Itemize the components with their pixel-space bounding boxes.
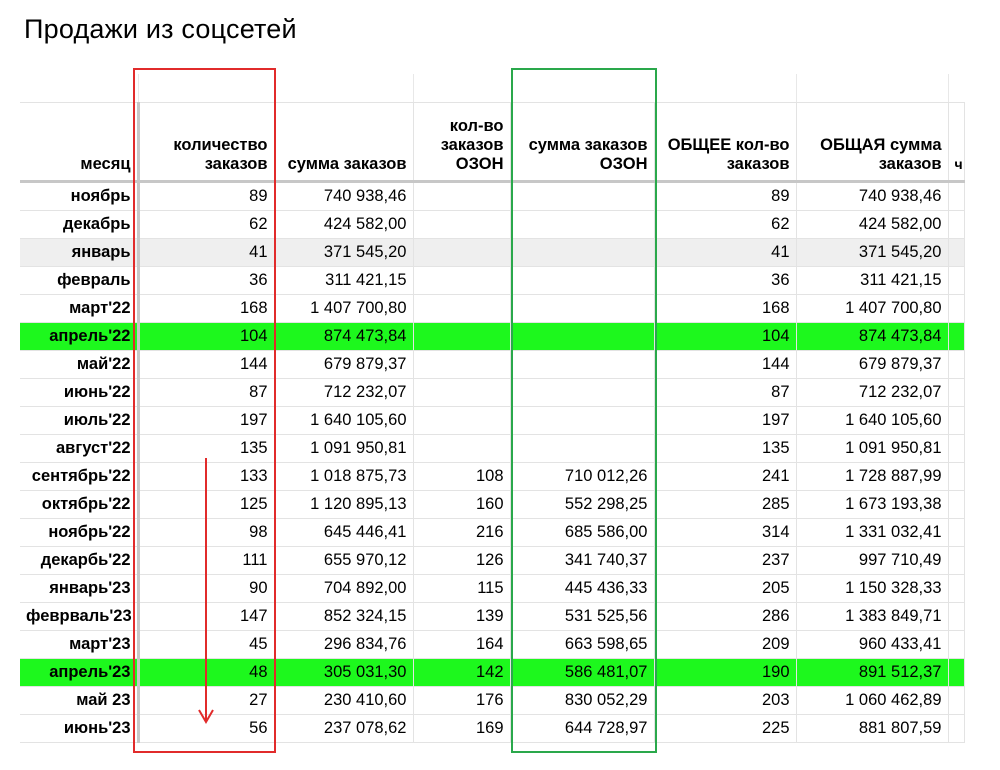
cell-qty[interactable]: 144 [138,351,274,379]
cell-truncated[interactable] [948,435,964,463]
cell-truncated[interactable] [948,631,964,659]
cell-truncated[interactable] [948,182,964,211]
cell-month[interactable]: май'22 [20,351,138,379]
cell-truncated[interactable] [948,687,964,715]
cell-total-sum[interactable]: 891 512,37 [796,659,948,687]
cell-total-qty[interactable]: 314 [654,519,796,547]
cell-truncated[interactable] [948,351,964,379]
cell-ozon-qty[interactable] [413,435,510,463]
cell-ozon-qty[interactable] [413,407,510,435]
cell-total-qty[interactable]: 237 [654,547,796,575]
cell-month[interactable]: декарбь'22 [20,547,138,575]
cell-month[interactable]: июнь'23 [20,715,138,743]
cell-month[interactable]: март'22 [20,295,138,323]
cell-ozon-sum[interactable]: 445 436,33 [510,575,654,603]
cell-truncated[interactable] [948,323,964,351]
cell-total-qty[interactable]: 205 [654,575,796,603]
cell-total-sum[interactable]: 1 091 950,81 [796,435,948,463]
cell-month[interactable]: октябрь'22 [20,491,138,519]
cell-ozon-sum[interactable]: 710 012,26 [510,463,654,491]
cell-month[interactable]: сентябрь'22 [20,463,138,491]
arrow-down-icon [196,458,216,730]
cell-truncated[interactable] [948,715,964,743]
cell-qty[interactable]: 111 [138,547,274,575]
cell-truncated[interactable] [948,491,964,519]
cell-qty[interactable]: 168 [138,295,274,323]
cell-total-sum[interactable]: 1 407 700,80 [796,295,948,323]
cell-month[interactable]: январь [20,239,138,267]
cell-total-sum[interactable]: 1 728 887,99 [796,463,948,491]
cell-qty[interactable]: 36 [138,267,274,295]
cell-total-sum[interactable]: 371 545,20 [796,239,948,267]
cell-truncated[interactable] [948,239,964,267]
header-ozon-sum[interactable]: сумма заказов ОЗОН [510,102,654,182]
cell-total-qty[interactable]: 87 [654,379,796,407]
cell-sum[interactable]: 296 834,76 [274,631,413,659]
cell-ozon-qty[interactable]: 160 [413,491,510,519]
cell-qty[interactable]: 89 [138,182,274,211]
header-truncated[interactable]: ч [948,102,964,182]
cell-total-sum[interactable]: 311 421,15 [796,267,948,295]
cell-sum[interactable]: 852 324,15 [274,603,413,631]
cell-total-qty[interactable]: 286 [654,603,796,631]
header-sum[interactable]: сумма заказов [274,102,413,182]
cell-ozon-sum[interactable]: 830 052,29 [510,687,654,715]
cell-sum[interactable]: 1 640 105,60 [274,407,413,435]
cell-ozon-qty[interactable] [413,323,510,351]
cell-month[interactable]: февраль [20,267,138,295]
cell-sum[interactable]: 371 545,20 [274,239,413,267]
cell-total-qty[interactable]: 197 [654,407,796,435]
cell-ozon-qty[interactable]: 216 [413,519,510,547]
cell-total-sum[interactable]: 1 673 193,38 [796,491,948,519]
cell-ozon-qty[interactable] [413,267,510,295]
cell-month[interactable]: декабрь [20,211,138,239]
cell-total-sum[interactable]: 997 710,49 [796,547,948,575]
cell-month[interactable]: апрель'23 [20,659,138,687]
cell-total-qty[interactable]: 104 [654,323,796,351]
cell-total-qty[interactable]: 168 [654,295,796,323]
header-total-qty[interactable]: ОБЩЕЕ кол-во заказов [654,102,796,182]
cell-truncated[interactable] [948,295,964,323]
cell-ozon-qty[interactable]: 115 [413,575,510,603]
cell-ozon-sum[interactable]: 341 740,37 [510,547,654,575]
cell-qty[interactable]: 104 [138,323,274,351]
page-title: Продажи из соцсетей [24,14,297,44]
header-month[interactable]: месяц [20,102,138,182]
cell-ozon-sum[interactable]: 644 728,97 [510,715,654,743]
cell-total-qty[interactable]: 89 [654,182,796,211]
cell-total-qty[interactable]: 225 [654,715,796,743]
cell-total-sum[interactable]: 881 807,59 [796,715,948,743]
cell-total-sum[interactable]: 960 433,41 [796,631,948,659]
cell-total-qty[interactable]: 285 [654,491,796,519]
cell-sum[interactable]: 704 892,00 [274,575,413,603]
cell-sum[interactable]: 1 120 895,13 [274,491,413,519]
cell-sum[interactable]: 424 582,00 [274,211,413,239]
cell-ozon-qty[interactable]: 126 [413,547,510,575]
cell-total-qty[interactable]: 41 [654,239,796,267]
cell-truncated[interactable] [948,211,964,239]
cell-sum[interactable]: 230 410,60 [274,687,413,715]
cell-total-sum[interactable]: 679 879,37 [796,351,948,379]
cell-sum[interactable]: 311 421,15 [274,267,413,295]
cell-qty[interactable]: 87 [138,379,274,407]
green-highlight-box [511,68,657,753]
cell-sum[interactable]: 237 078,62 [274,715,413,743]
cell-month[interactable]: апрель'22 [20,323,138,351]
cell-sum[interactable]: 645 446,41 [274,519,413,547]
cell-total-sum[interactable]: 1 060 462,89 [796,687,948,715]
cell-ozon-qty[interactable] [413,239,510,267]
cell-qty[interactable]: 27 [138,687,274,715]
cell-qty[interactable]: 125 [138,491,274,519]
cell-total-sum[interactable]: 1 331 032,41 [796,519,948,547]
cell-total-sum[interactable]: 1 150 328,33 [796,575,948,603]
cell-ozon-sum[interactable]: 663 598,65 [510,631,654,659]
cell-truncated[interactable] [948,547,964,575]
header-ozon-qty[interactable]: кол-во заказов ОЗОН [413,102,510,182]
cell-ozon-qty[interactable] [413,379,510,407]
cell-truncated[interactable] [948,603,964,631]
cell-total-sum[interactable]: 1 640 105,60 [796,407,948,435]
cell-truncated[interactable] [948,267,964,295]
cell-total-qty[interactable]: 241 [654,463,796,491]
cell-month[interactable]: ноябрь'22 [20,519,138,547]
cell-ozon-qty[interactable]: 139 [413,603,510,631]
cell-total-sum[interactable]: 424 582,00 [796,211,948,239]
header-total-sum[interactable]: ОБЩАЯ сумма заказов [796,102,948,182]
cell-truncated[interactable] [948,379,964,407]
cell-truncated[interactable] [948,575,964,603]
cell-qty[interactable]: 45 [138,631,274,659]
cell-month[interactable]: август'22 [20,435,138,463]
cell-sum[interactable]: 1 407 700,80 [274,295,413,323]
cell-ozon-sum[interactable]: 552 298,25 [510,491,654,519]
cell-ozon-qty[interactable] [413,211,510,239]
cell-month[interactable]: июль'22 [20,407,138,435]
cell-sum[interactable]: 740 938,46 [274,182,413,211]
cell-ozon-qty[interactable]: 108 [413,463,510,491]
cell-total-qty[interactable]: 203 [654,687,796,715]
cell-month[interactable]: феврваль'23 [20,603,138,631]
cell-truncated[interactable] [948,519,964,547]
cell-sum[interactable]: 655 970,12 [274,547,413,575]
cell-sum[interactable]: 712 232,07 [274,379,413,407]
cell-truncated[interactable] [948,463,964,491]
cell-qty[interactable]: 98 [138,519,274,547]
cell-ozon-qty[interactable] [413,295,510,323]
cell-qty[interactable]: 147 [138,603,274,631]
cell-qty[interactable]: 62 [138,211,274,239]
cell-month[interactable]: март'23 [20,631,138,659]
cell-month[interactable]: июнь'22 [20,379,138,407]
cell-sum[interactable]: 874 473,84 [274,323,413,351]
cell-sum[interactable]: 1 091 950,81 [274,435,413,463]
cell-month[interactable]: январь'23 [20,575,138,603]
cell-month[interactable]: май 23 [20,687,138,715]
cell-ozon-qty[interactable] [413,351,510,379]
cell-ozon-sum[interactable]: 531 525,56 [510,603,654,631]
cell-total-qty[interactable]: 190 [654,659,796,687]
header-qty[interactable]: количество заказов [138,102,274,182]
cell-ozon-qty[interactable]: 142 [413,659,510,687]
cell-ozon-qty[interactable] [413,182,510,211]
cell-total-qty[interactable]: 144 [654,351,796,379]
cell-sum[interactable]: 305 031,30 [274,659,413,687]
cell-total-sum[interactable]: 712 232,07 [796,379,948,407]
cell-truncated[interactable] [948,407,964,435]
cell-qty[interactable]: 41 [138,239,274,267]
cell-total-qty[interactable]: 135 [654,435,796,463]
cell-ozon-qty[interactable]: 169 [413,715,510,743]
cell-total-qty[interactable]: 209 [654,631,796,659]
cell-ozon-sum[interactable]: 685 586,00 [510,519,654,547]
cell-ozon-qty[interactable]: 164 [413,631,510,659]
cell-qty[interactable]: 56 [138,715,274,743]
cell-sum[interactable]: 1 018 875,73 [274,463,413,491]
cell-qty[interactable]: 48 [138,659,274,687]
cell-qty[interactable]: 197 [138,407,274,435]
cell-qty[interactable]: 90 [138,575,274,603]
cell-total-qty[interactable]: 36 [654,267,796,295]
cell-qty[interactable]: 133 [138,463,274,491]
cell-sum[interactable]: 679 879,37 [274,351,413,379]
cell-month[interactable]: ноябрь [20,182,138,211]
cell-qty[interactable]: 135 [138,435,274,463]
cell-total-qty[interactable]: 62 [654,211,796,239]
cell-total-sum[interactable]: 1 383 849,71 [796,603,948,631]
cell-ozon-sum[interactable]: 586 481,07 [510,659,654,687]
cell-ozon-qty[interactable]: 176 [413,687,510,715]
cell-total-sum[interactable]: 874 473,84 [796,323,948,351]
cell-truncated[interactable] [948,659,964,687]
cell-total-sum[interactable]: 740 938,46 [796,182,948,211]
